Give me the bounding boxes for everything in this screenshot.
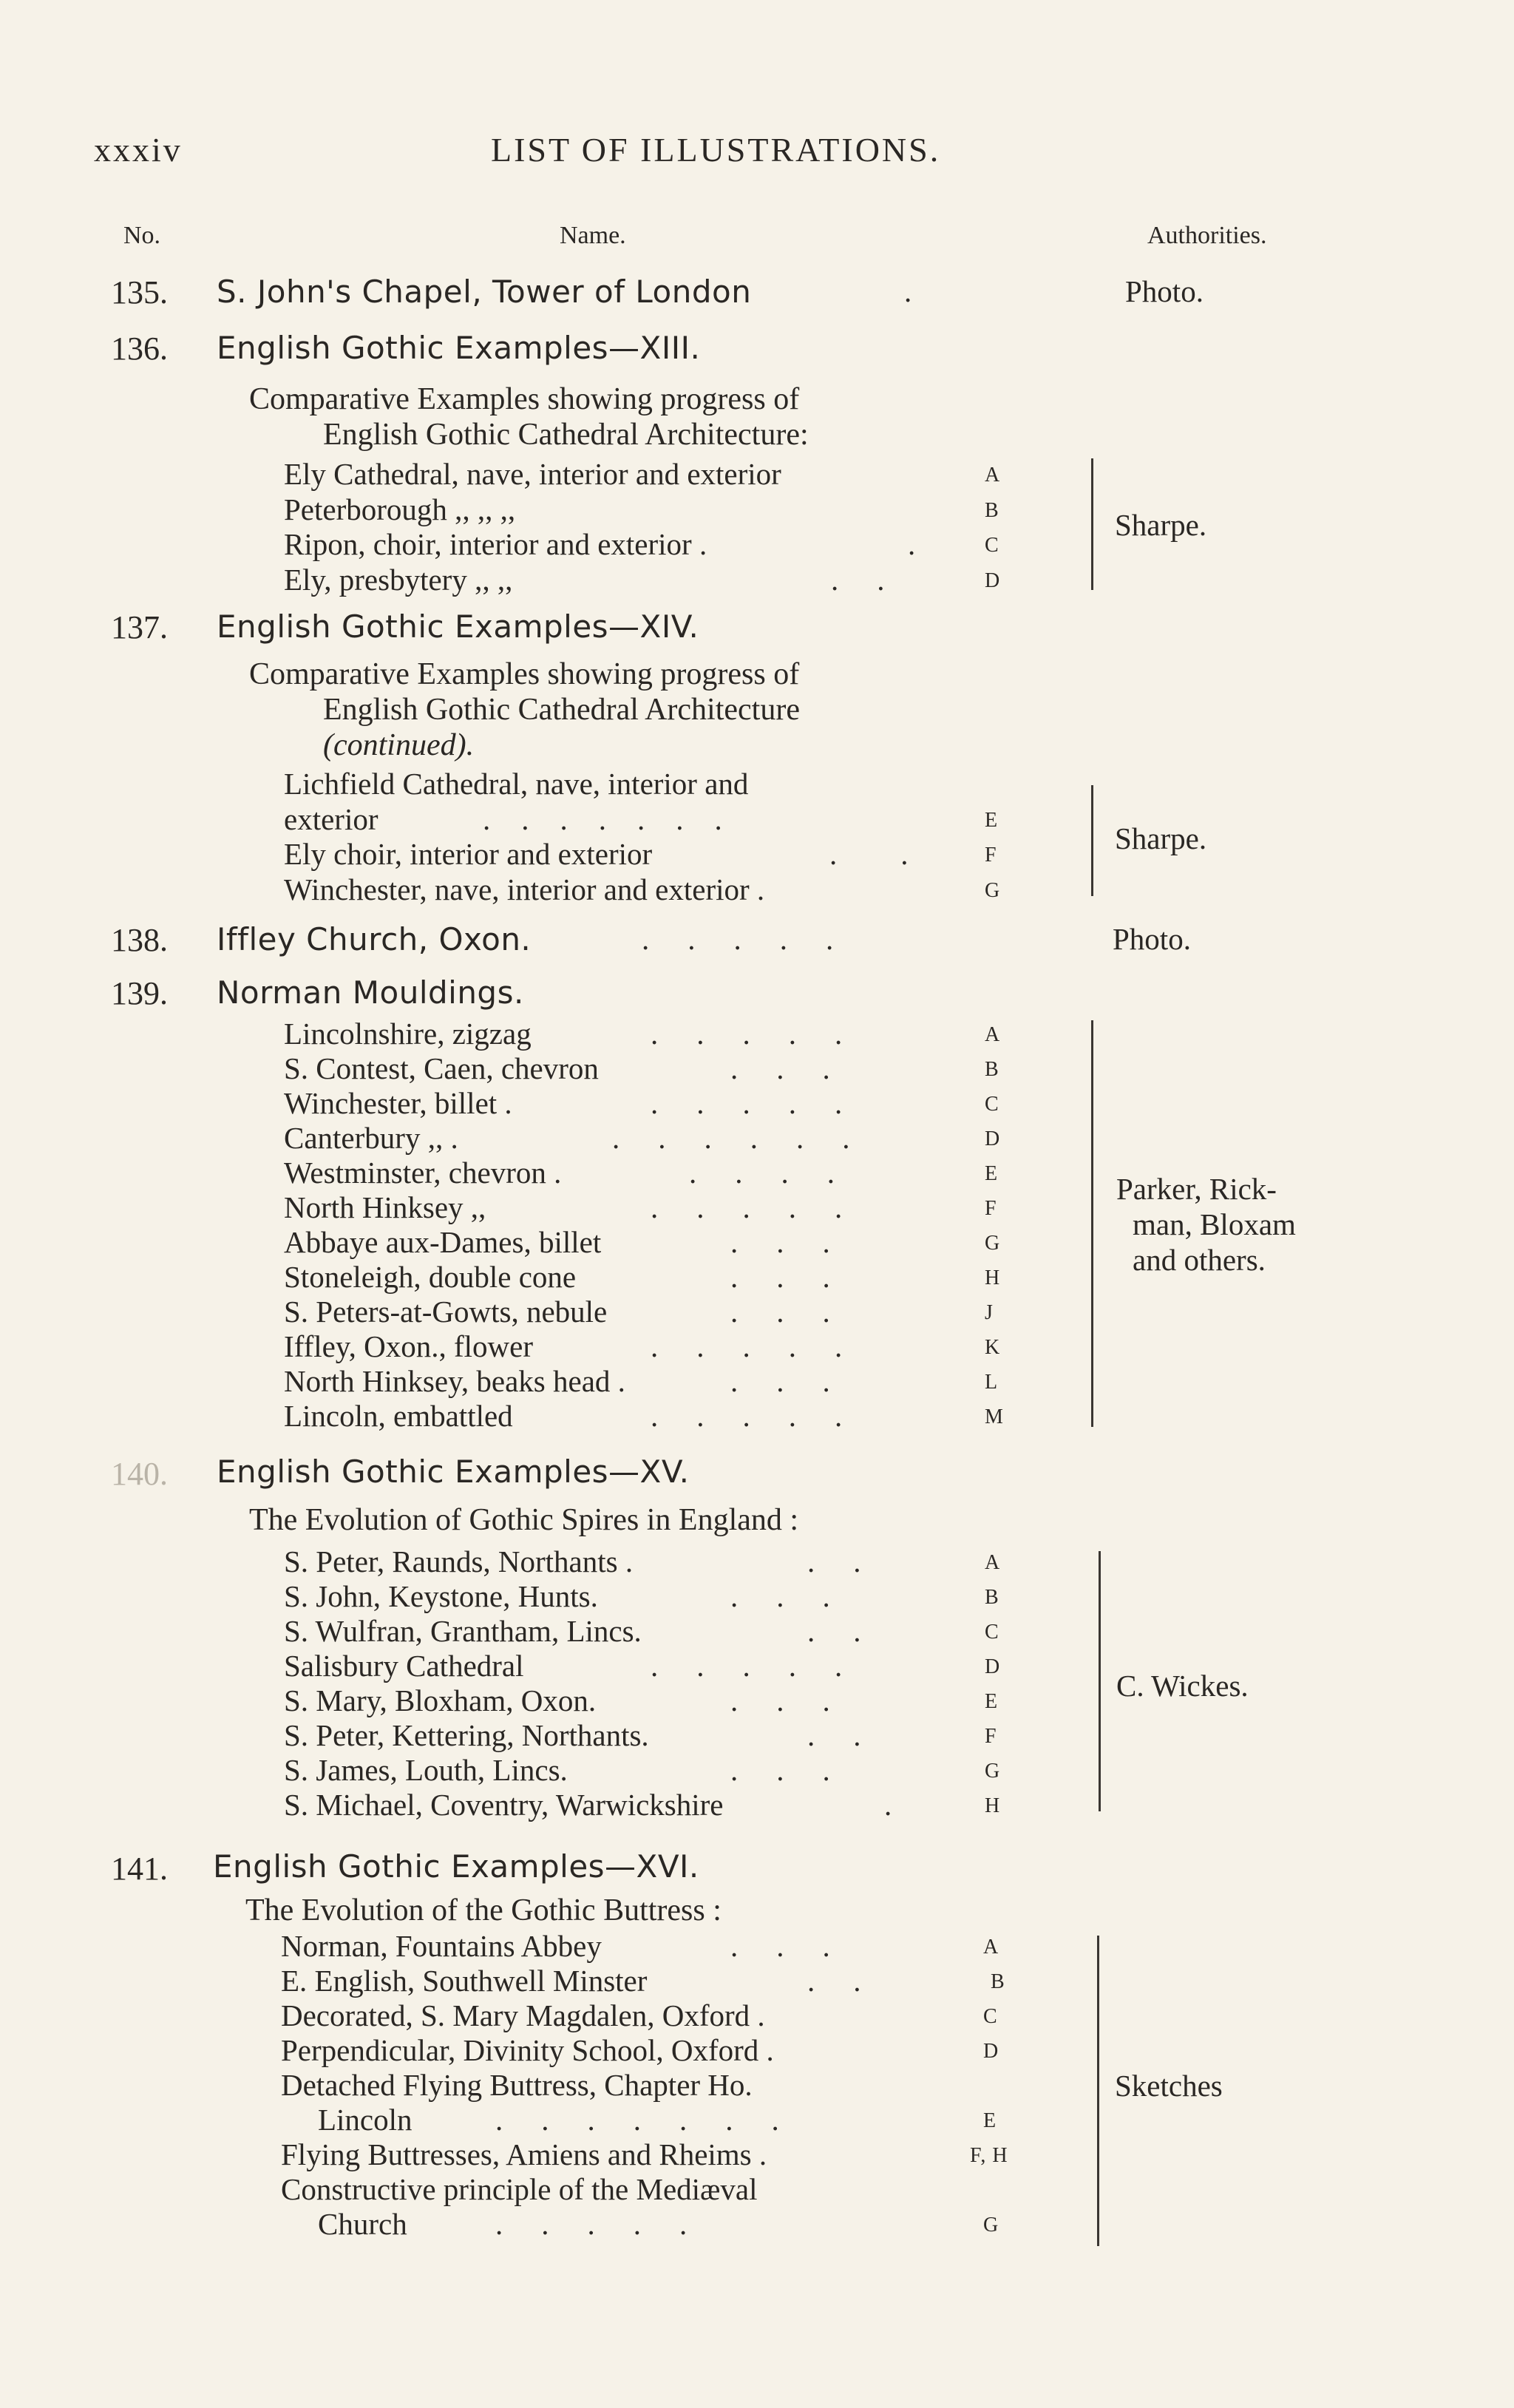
leader-dots: ....... — [495, 2103, 818, 2137]
plate-letter: A — [985, 1023, 1001, 1046]
plate-letter: H — [985, 1794, 1001, 1817]
leader-dots: ... — [730, 1579, 869, 1613]
plate-letter: F — [985, 844, 997, 866]
entry-number: 135. — [111, 274, 168, 311]
list-item: Salisbury Cathedral — [284, 1649, 524, 1683]
leader-dots: ... — [730, 1260, 869, 1294]
entry-number: 138. — [111, 922, 168, 958]
list-item: Westminster, chevron . — [284, 1156, 562, 1190]
list-item: Ely choir, interior and exterior — [284, 837, 653, 871]
leader-dots: .. — [831, 563, 923, 597]
list-item: Flying Buttresses, Amiens and Rheims . — [281, 2137, 767, 2171]
plate-letter: J — [985, 1301, 994, 1324]
entry-authority: Photo. — [1113, 922, 1191, 956]
entry-description: English Gothic Cathedral Architecture — [323, 693, 800, 727]
plate-letter: E — [985, 1690, 999, 1713]
plate-letter: B — [985, 1586, 999, 1609]
leader-dots: ..... — [651, 1649, 881, 1683]
plate-letter: D — [985, 569, 1001, 592]
leader-dots: ....... — [483, 802, 753, 836]
entry-authority: man, Bloxam — [1133, 1207, 1296, 1241]
plate-letter: E — [983, 2109, 997, 2132]
plate-letter: D — [985, 1655, 1001, 1678]
plate-letter: L — [985, 1371, 999, 1394]
entry-authority: Sharpe. — [1115, 508, 1207, 542]
list-item: North Hinksey ,, — [284, 1190, 486, 1224]
list-item: Detached Flying Buttress, Chapter Ho. — [281, 2068, 753, 2102]
leader-dots: ..... — [651, 1190, 881, 1224]
leader-dots: ... — [730, 1295, 869, 1329]
plate-letter: C — [983, 2005, 998, 2028]
list-item: S. Peter, Raunds, Northants . — [284, 1544, 634, 1578]
list-item: Ripon, choir, interior and exterior . — [284, 527, 707, 561]
plate-letter: C — [985, 1621, 999, 1644]
entry-title: Norman Mouldings. — [217, 974, 524, 1011]
list-item: Decorated, S. Mary Magdalen, Oxford . — [281, 1998, 765, 2032]
leader-dots: ..... — [651, 1086, 881, 1120]
list-item: Lichfield Cathedral, nave, interior and — [284, 767, 749, 801]
plate-letter: G — [985, 879, 1001, 902]
plate-letter: M — [985, 1405, 1004, 1428]
list-item: Constructive principle of the Mediæval — [281, 2172, 758, 2206]
leader-dots: ... — [730, 1364, 869, 1398]
list-item: North Hinksey, beaks head . — [284, 1364, 625, 1398]
leader-dots: ... — [730, 1753, 869, 1787]
brace — [1099, 1551, 1107, 1811]
leader-dots: .. — [807, 1614, 900, 1648]
leader-dots: ..... — [495, 2207, 726, 2241]
list-item: Lincoln — [318, 2103, 413, 2137]
list-item: S. Mary, Bloxham, Oxon. — [284, 1683, 597, 1717]
entry-number: 139. — [111, 975, 168, 1011]
leader-dots: .. — [807, 1964, 900, 1998]
leader-dots: .. — [807, 1718, 900, 1752]
leader-dots: .. — [807, 1544, 900, 1578]
plate-letter: C — [985, 1093, 999, 1116]
entry-number: 141. — [111, 1851, 168, 1887]
plate-letter: C — [985, 534, 999, 557]
list-item: Stoneleigh, double cone — [284, 1260, 577, 1294]
list-item: S. Michael, Coventry, Warwickshire — [284, 1788, 724, 1822]
plate-letter: A — [985, 464, 1001, 486]
leader-dots: ..... — [651, 1329, 881, 1363]
entry-authority: Parker, Rick- — [1116, 1172, 1277, 1206]
brace — [1097, 1936, 1105, 2246]
plate-letter: G — [983, 2214, 999, 2236]
plate-letter: E — [985, 809, 999, 832]
list-item: Ely, presbytery ,, ,, — [284, 563, 513, 597]
entry-number: 136. — [111, 330, 168, 367]
list-item: Norman, Fountains Abbey — [281, 1929, 602, 1963]
page-number: xxxiv — [94, 131, 183, 169]
plate-letter: G — [985, 1232, 1001, 1255]
plate-letter: F, H — [970, 2144, 1008, 2167]
page-title: LIST OF ILLUSTRATIONS. — [491, 131, 941, 169]
leader-dots: ..... — [651, 1017, 881, 1051]
plate-letter: G — [985, 1760, 1001, 1783]
leader-dots: .. — [829, 837, 972, 871]
entry-description: English Gothic Cathedral Architecture: — [323, 418, 809, 452]
entry-description: Comparative Examples showing progress of — [249, 657, 800, 691]
plate-letter: B — [985, 499, 999, 522]
column-header-name: Name. — [560, 222, 626, 249]
entry-title: Iffley Church, Oxon. — [217, 921, 532, 957]
entry-title: English Gothic Examples—XIV. — [217, 608, 699, 645]
leader-dots: . — [884, 1788, 892, 1822]
entry-authority: C. Wickes. — [1116, 1669, 1249, 1703]
plate-letter: F — [985, 1725, 997, 1748]
leader-dots: ...... — [612, 1121, 889, 1155]
plate-letter: A — [985, 1551, 1001, 1574]
leader-dots: ... — [730, 1051, 869, 1085]
plate-letter: D — [983, 2040, 999, 2063]
list-item: S. James, Louth, Lincs. — [284, 1753, 568, 1787]
plate-letter: F — [985, 1197, 997, 1220]
entry-description: Comparative Examples showing progress of — [249, 382, 800, 416]
list-item: Iffley, Oxon., flower — [284, 1329, 534, 1363]
brace — [1091, 458, 1099, 590]
entry-description: (continued). — [323, 728, 475, 762]
leader-dots: .... — [689, 1156, 873, 1190]
entry-authority: Sketches — [1115, 2069, 1223, 2103]
plate-letter: D — [985, 1127, 1001, 1150]
leader-dots: ... — [730, 1683, 869, 1717]
plate-letter: A — [983, 1936, 999, 1958]
entry-authority: Sharpe. — [1115, 821, 1207, 855]
leader-dots: ... — [730, 1225, 869, 1259]
entry-title: S. John's Chapel, Tower of London — [217, 274, 752, 310]
list-item: Winchester, nave, interior and exterior . — [284, 872, 765, 906]
entry-authority: and others. — [1133, 1243, 1266, 1277]
column-header-authorities: Authorities. — [1147, 222, 1267, 249]
list-item: Ely Cathedral, nave, interior and exterior — [284, 457, 781, 491]
leader-dots: ..... — [651, 1399, 881, 1433]
leader-dots: . — [904, 274, 912, 308]
list-item: Canterbury ,, . — [284, 1121, 458, 1155]
entry-number: 140. — [111, 1456, 168, 1492]
plate-letter: B — [991, 1970, 1005, 1993]
list-item: S. John, Keystone, Hunts. — [284, 1579, 598, 1613]
plate-letter: E — [985, 1162, 999, 1185]
list-item: E. English, Southwell Minster — [281, 1964, 648, 1998]
brace — [1091, 785, 1099, 896]
entry-number: 137. — [111, 609, 168, 645]
list-item: S. Peter, Kettering, Northants. — [284, 1718, 649, 1752]
list-item: S. Peters-at-Gowts, nebule — [284, 1295, 608, 1329]
entry-description: The Evolution of Gothic Spires in England : — [249, 1503, 799, 1537]
list-item: Winchester, billet . — [284, 1086, 512, 1120]
entry-authority: Photo. — [1125, 274, 1204, 308]
entry-title: English Gothic Examples—XV. — [217, 1454, 690, 1490]
list-item: Lincoln, embattled — [284, 1399, 513, 1433]
list-item: S. Contest, Caen, chevron — [284, 1051, 599, 1085]
plate-letter: B — [985, 1058, 999, 1081]
list-item: Abbaye aux-Dames, billet — [284, 1225, 602, 1259]
leader-dots: ..... — [642, 922, 872, 956]
leader-dots: ... — [730, 1929, 869, 1963]
list-item: exterior — [284, 802, 378, 836]
list-item: Church — [318, 2207, 407, 2241]
column-header-no: No. — [123, 222, 161, 249]
list-item: Lincolnshire, zigzag — [284, 1017, 532, 1051]
brace — [1091, 1020, 1099, 1427]
entry-title: English Gothic Examples—XVI. — [213, 1848, 699, 1885]
plate-letter: H — [985, 1266, 1001, 1289]
plate-letter: K — [985, 1336, 1001, 1359]
entry-title: English Gothic Examples—XIII. — [217, 330, 701, 366]
list-item: Peterborough ,, ,, ,, — [284, 492, 516, 526]
leader-dots: . — [908, 527, 916, 561]
entry-description: The Evolution of the Gothic Buttress : — [245, 1893, 722, 1927]
list-item: S. Wulfran, Grantham, Lincs. — [284, 1614, 642, 1648]
list-item: Perpendicular, Divinity School, Oxford . — [281, 2033, 774, 2067]
